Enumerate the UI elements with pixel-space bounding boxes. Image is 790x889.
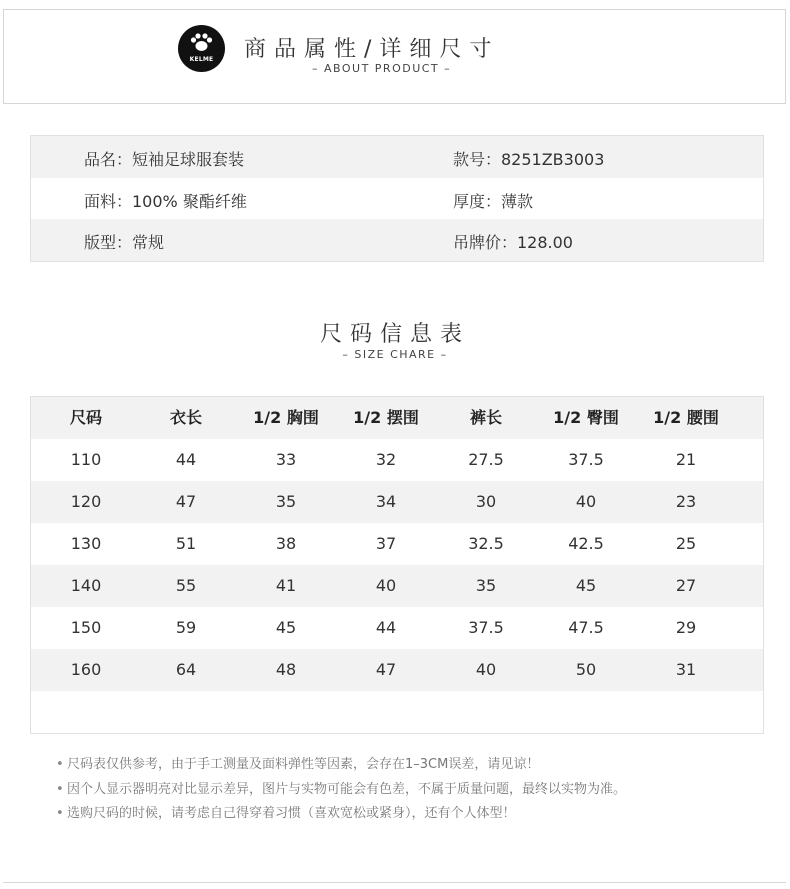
header-cell: 尺码 [69,408,102,427]
table-cell: 50 [575,660,597,679]
note-text: 选购尺码的时候，请考虑自己得穿着习惯（喜欢宽松或紧身），还有个人体型！ [67,806,516,821]
table-row [31,523,763,565]
table-cell: 45 [575,576,597,595]
table-cell: 44 [175,450,197,469]
note-item [56,778,626,803]
attribute-price: 吊牌价：128.00 [453,233,573,252]
table-cell: 35 [475,576,497,595]
table-cell: 30 [475,492,497,511]
bottom-divider [3,882,786,883]
table-cell: 32 [375,450,397,469]
bullet-icon: • [56,806,64,821]
table-cell: 150 [70,618,102,637]
header-cell: 裤长 [469,408,502,427]
table-cell: 21 [675,450,697,469]
attribute-fit: 版型：常规 [84,233,165,252]
table-cell: 140 [70,576,102,595]
table-cell: 40 [475,660,497,679]
table-cell: 33 [275,450,297,469]
logo-wordmark: KELME [189,56,214,63]
note-item [56,802,626,827]
table-cell: 40 [575,492,597,511]
table-cell: 23 [675,492,697,511]
table-cell: 29 [675,618,697,637]
header-cell: 1/2 腰围 [653,408,719,427]
size-table [30,396,764,734]
table-row [31,649,763,691]
note-item [56,753,626,778]
table-cell: 37.5 [568,450,604,469]
page-subtitle: – ABOUT PRODUCT – [312,62,452,75]
table-cell: 27.5 [468,450,504,469]
table-row [31,607,763,649]
attribute-row [31,219,763,261]
table-cell: 47 [175,492,197,511]
size-section-subtitle: – SIZE CHARE – [342,348,448,361]
table-cell: 48 [275,660,297,679]
table-cell: 37 [375,534,397,553]
table-row [31,481,763,523]
table-row [31,565,763,607]
size-section-title: 尺码信息表 [319,322,470,347]
table-cell: 35 [275,492,297,511]
table-cell: 160 [70,660,102,679]
table-cell: 130 [70,534,102,553]
table-cell: 64 [175,660,197,679]
header-cell: 衣长 [169,408,202,427]
header-cell: 1/2 臀围 [553,408,619,427]
table-cell: 37.5 [468,618,504,637]
attribute-row [31,136,763,178]
table-cell: 34 [375,492,397,511]
attribute-fabric: 面料：100% 聚酯纤维 [84,191,247,211]
table-cell: 27 [675,576,697,595]
note-text: 因个人显示器明亮对比显示差异，图片与实物可能会有色差，不属于质量问题，最终以实物为准。 [67,781,627,797]
attribute-name: 品名：短袖足球服套装 [84,150,245,169]
note-text: 尺码表仅供参考，由于手工测量及面料弹性等因素，会存在1–3CM误差，请见谅！ [67,757,540,772]
table-cell: 45 [275,618,297,637]
table-cell: 47 [375,660,397,679]
table-cell: 25 [675,534,697,553]
header-cell: 1/2 胸围 [253,408,319,427]
attribute-row [31,178,763,220]
empty-row [31,691,763,733]
table-cell: 32.5 [468,534,504,553]
kelme-logo [178,25,225,72]
table-cell: 55 [175,576,197,595]
attribute-thickness: 厚度：薄款 [453,191,534,211]
table-cell: 110 [70,450,102,469]
page-title: 商品属性/详细尺寸 [244,37,500,62]
table-cell: 51 [175,534,197,553]
table-cell: 41 [275,576,297,595]
bullet-icon: • [56,781,64,797]
table-cell: 47.5 [568,618,604,637]
notes-list [56,753,626,827]
table-cell: 59 [175,618,197,637]
bullet-icon: • [56,757,64,772]
table-cell: 42.5 [568,534,604,553]
table-cell: 38 [275,534,297,553]
table-cell: 120 [70,492,102,511]
table-cell: 40 [375,576,397,595]
table-cell: 44 [375,618,397,637]
table-row [31,439,763,481]
table-cell: 31 [675,660,697,679]
header-cell: 1/2 摆围 [353,408,419,427]
attribute-style-number: 款号：8251ZB3003 [453,150,605,169]
attribute-table [30,135,764,262]
table-header-row [31,397,763,439]
paw-icon [178,25,225,72]
